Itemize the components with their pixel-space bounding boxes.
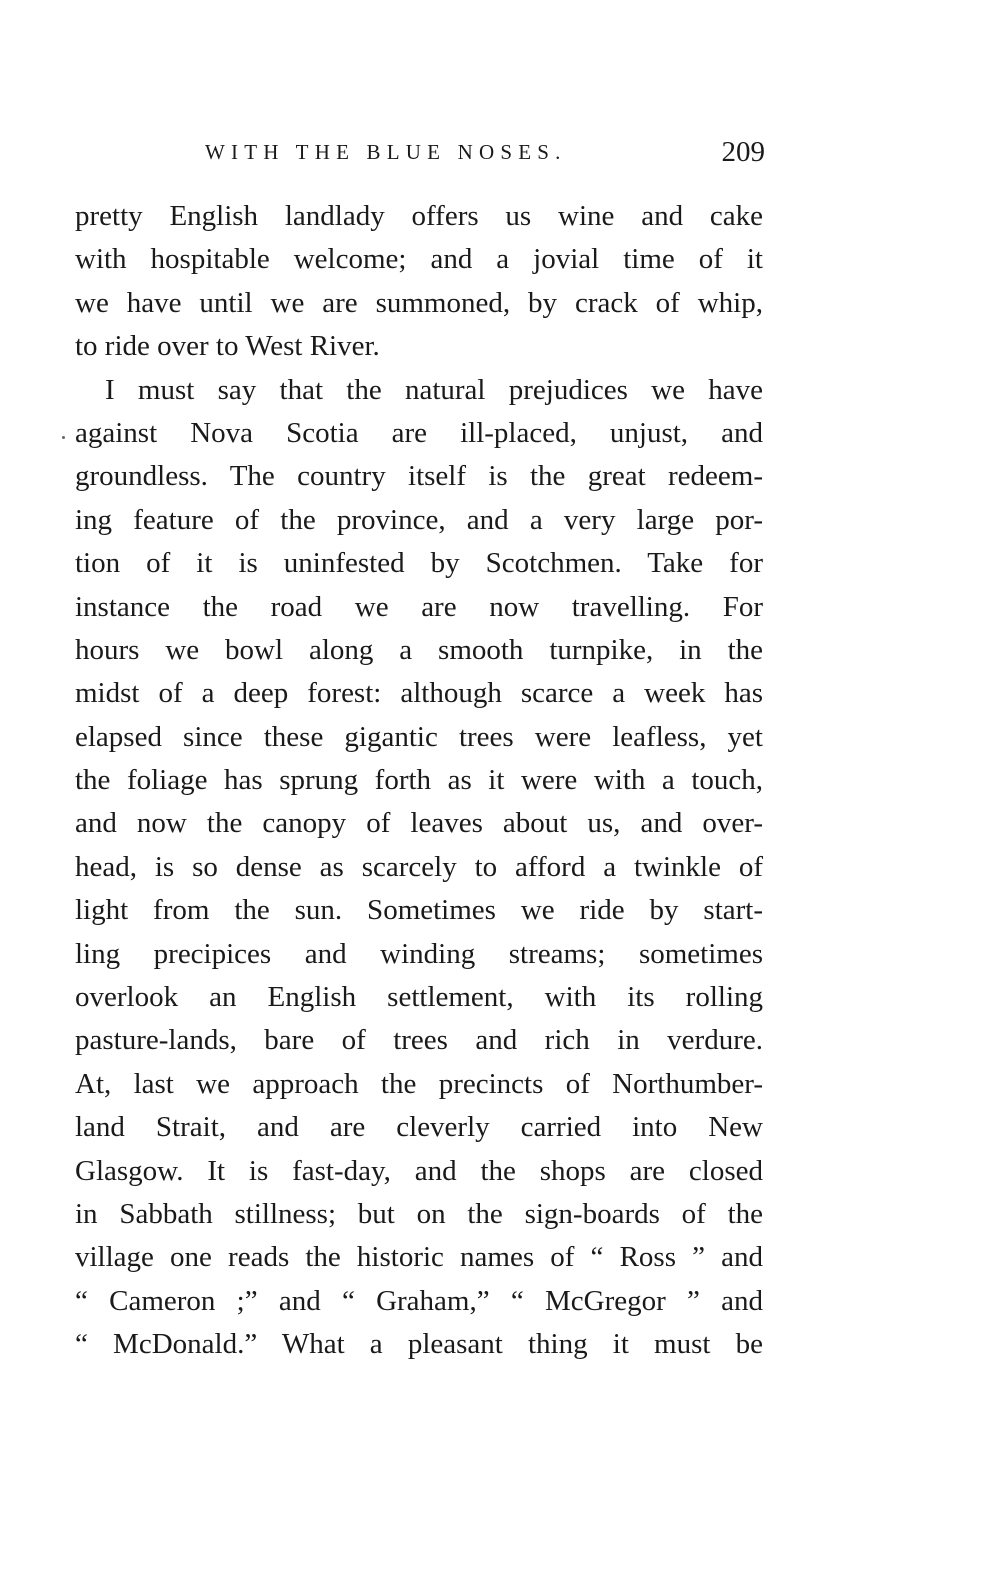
text-line: midst of a deep forest: although scarce a week has xyxy=(75,677,763,710)
text-line: groundless. The country itself is the great redeem- xyxy=(75,460,763,493)
text-line: pretty English landlady offers us wine and cake xyxy=(75,200,763,232)
paragraph-1 xyxy=(75,195,763,369)
text-line: I must say that the natural prejudices we have xyxy=(105,373,763,406)
text-line: At, last we approach the precincts of Northumber- xyxy=(75,1067,763,1100)
text-line: with hospitable welcome; and a jovial time of it xyxy=(75,243,763,276)
text-line: “ McDonald.” What a pleasant thing it must be xyxy=(75,1328,763,1361)
body-text xyxy=(75,195,763,1367)
running-title: WITH THE BLUE NOSES. xyxy=(205,140,567,164)
text-line: “ Cameron ;” and “ Graham,” “ McGregor ” and xyxy=(75,1284,763,1317)
text-line: ing feature of the province, and a very large por- xyxy=(75,503,763,536)
text-line: overlook an English settlement, with its rolling xyxy=(75,981,763,1014)
page-number: 209 xyxy=(721,136,765,168)
text-line: tion of it is uninfested by Scotchmen. Take for xyxy=(75,547,763,580)
text-line: Glasgow. It is fast-day, and the shops are closed xyxy=(75,1154,763,1187)
text-line: light from the sun. Sometimes we ride by start- xyxy=(75,894,763,927)
text-line: hours we bowl along a smooth turnpike, in the xyxy=(75,633,763,666)
text-line: land Strait, and are cleverly carried into New xyxy=(75,1111,763,1144)
text-line: village one reads the historic names of “ Ross ” and xyxy=(75,1241,763,1274)
text-line: elapsed since these gigantic trees were leafless, yet xyxy=(75,720,763,753)
running-head xyxy=(205,136,765,176)
text-line: to ride over to West River. xyxy=(75,330,380,363)
paragraph-2 xyxy=(75,369,763,1367)
text-line: head, is so dense as scarcely to afford a twinkle of xyxy=(75,850,763,883)
text-line: we have until we are summoned, by crack of whip, xyxy=(75,286,763,319)
text-line: pasture-lands, bare of trees and rich in verdure. xyxy=(75,1024,763,1057)
text-line: the foliage has sprung forth as it were with a touch, xyxy=(75,764,763,797)
text-line: ling precipices and winding streams; sometimes xyxy=(75,937,763,970)
text-line: in Sabbath stillness; but on the sign-boards of the xyxy=(75,1197,763,1230)
text-line: and now the canopy of leaves about us, and over- xyxy=(75,807,763,840)
text-line: instance the road we are now travelling. For xyxy=(75,590,763,623)
margin-speck xyxy=(62,436,65,439)
text-line: against Nova Scotia are ill-placed, unjust, and xyxy=(75,416,763,449)
